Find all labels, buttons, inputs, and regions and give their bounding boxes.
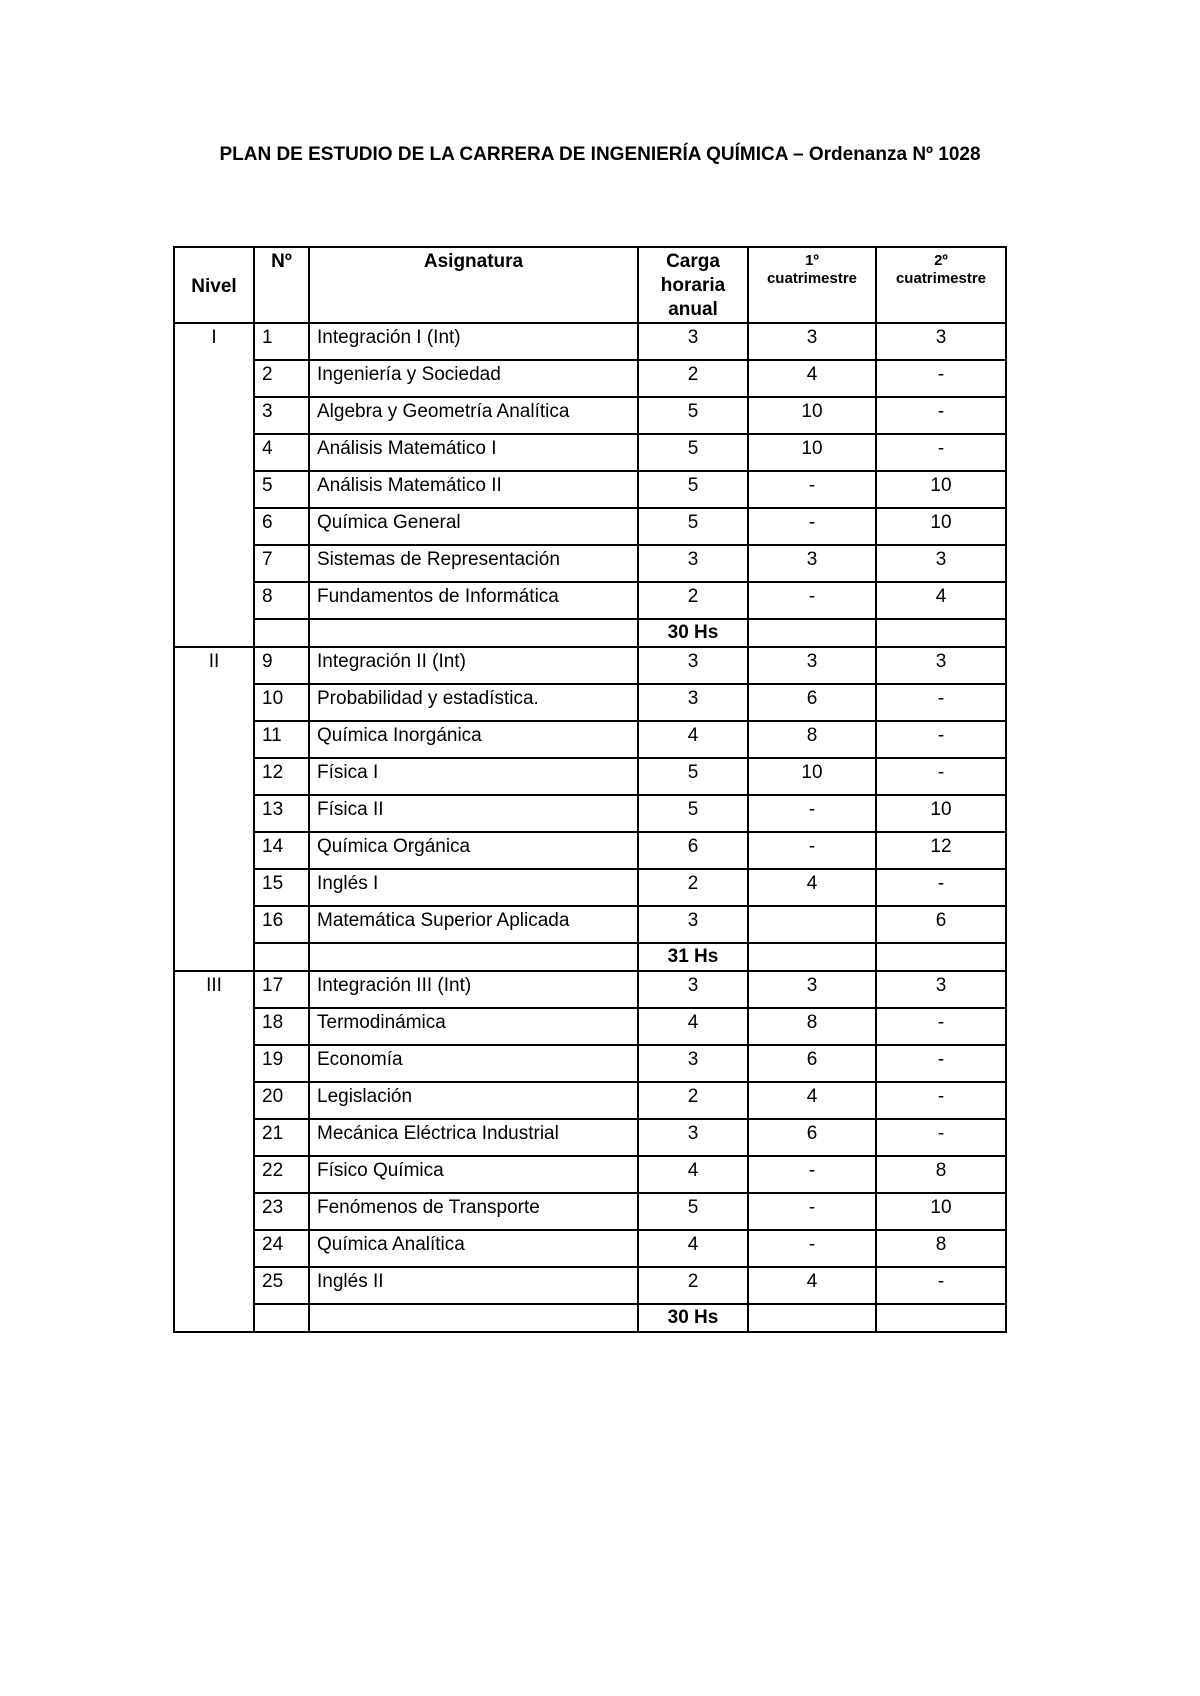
subject-q2: - [876,434,1006,471]
total-row [174,943,1006,971]
subject-name: Química Inorgánica [309,721,638,758]
subject-q1: 10 [748,434,876,471]
subject-carga: 5 [638,471,748,508]
table-row [174,360,1006,397]
table-row [174,869,1006,906]
table-row [174,647,1006,684]
subject-number: 13 [254,795,309,832]
subject-name: Fenómenos de Transporte [309,1193,638,1230]
subject-carga: 2 [638,360,748,397]
table-row [174,471,1006,508]
table-body [174,323,1006,1332]
subject-q2: 10 [876,1193,1006,1230]
subject-name: Legislación [309,1082,638,1119]
subject-carga: 5 [638,795,748,832]
subject-number: 16 [254,906,309,943]
subject-q1: - [748,1230,876,1267]
nivel-total-hours: 30 Hs [638,619,748,647]
subject-number: 3 [254,397,309,434]
subject-q2: 8 [876,1156,1006,1193]
subject-q1: - [748,582,876,619]
nivel-total-hours: 30 Hs [638,1304,748,1332]
table-row [174,1156,1006,1193]
subject-name: Economía [309,1045,638,1082]
subject-name: Física II [309,795,638,832]
header-q2-line1: 2º [934,252,948,269]
subject-number: 1 [254,323,309,360]
subject-name: Físico Química [309,1156,638,1193]
subject-name: Física I [309,758,638,795]
table-row [174,397,1006,434]
subject-q2: 4 [876,582,1006,619]
table-row [174,508,1006,545]
subject-name: Termodinámica [309,1008,638,1045]
subject-carga: 2 [638,1082,748,1119]
total-num-blank [254,1304,309,1332]
table-header-row [174,247,1006,323]
subject-q1: 8 [748,721,876,758]
subject-q1: 6 [748,1119,876,1156]
subject-q1: 10 [748,397,876,434]
subject-carga: 5 [638,758,748,795]
subject-number: 7 [254,545,309,582]
subject-carga: 5 [638,397,748,434]
subject-q2: 12 [876,832,1006,869]
header-asignatura: Asignatura [309,247,638,323]
subject-name: Algebra y Geometría Analítica [309,397,638,434]
total-row [174,619,1006,647]
subject-name: Ingeniería y Sociedad [309,360,638,397]
subject-q1: 10 [748,758,876,795]
subject-q1: - [748,832,876,869]
table-row [174,795,1006,832]
header-q1-line2: cuatrimestre [766,270,858,287]
subject-carga: 3 [638,323,748,360]
subject-number: 21 [254,1119,309,1156]
subject-name: Análisis Matemático II [309,471,638,508]
subject-number: 24 [254,1230,309,1267]
table-row [174,1119,1006,1156]
table-row [174,684,1006,721]
subject-number: 15 [254,869,309,906]
subject-q1: 6 [748,684,876,721]
subject-q1: - [748,795,876,832]
subject-q1: - [748,508,876,545]
table-row [174,906,1006,943]
subject-q2: - [876,1082,1006,1119]
subject-q1: 4 [748,869,876,906]
subject-number: 2 [254,360,309,397]
subject-q2: 6 [876,906,1006,943]
page-title: PLAN DE ESTUDIO DE LA CARRERA DE INGENIERÍA QUÍMICA – Ordenanza Nº 1028 [219,144,981,165]
subject-q1 [748,906,876,943]
header-carga-line3: anual [668,299,718,320]
subject-q2: - [876,684,1006,721]
subject-q1: - [748,1156,876,1193]
subject-carga: 4 [638,1156,748,1193]
subject-carga: 5 [638,508,748,545]
subject-name: Inglés I [309,869,638,906]
subject-name: Química Analítica [309,1230,638,1267]
table-row [174,1045,1006,1082]
subject-name: Integración I (Int) [309,323,638,360]
table-row [174,1230,1006,1267]
table-row [174,434,1006,471]
subject-number: 19 [254,1045,309,1082]
table-row [174,832,1006,869]
subject-carga: 3 [638,647,748,684]
subject-carga: 6 [638,832,748,869]
subject-carga: 2 [638,582,748,619]
table-row [174,1193,1006,1230]
subject-number: 18 [254,1008,309,1045]
subject-q2: - [876,360,1006,397]
subject-number: 14 [254,832,309,869]
subject-q1: 4 [748,1267,876,1304]
subject-number: 23 [254,1193,309,1230]
subject-carga: 3 [638,1045,748,1082]
total-row [174,1304,1006,1332]
total-q2-blank [876,619,1006,647]
subject-q2: 3 [876,545,1006,582]
subject-q2: - [876,721,1006,758]
table-row [174,582,1006,619]
table-row [174,1267,1006,1304]
subject-q1: 6 [748,1045,876,1082]
subject-q2: - [876,1119,1006,1156]
subject-number: 5 [254,471,309,508]
subject-q1: 4 [748,1082,876,1119]
header-carga-line1: Carga [666,251,720,272]
total-asig-blank [309,1304,638,1332]
subject-q1: 3 [748,545,876,582]
subject-number: 12 [254,758,309,795]
subject-name: Mecánica Eléctrica Industrial [309,1119,638,1156]
subject-q2: 10 [876,508,1006,545]
nivel-total-hours: 31 Hs [638,943,748,971]
subject-q1: 4 [748,360,876,397]
subject-number: 8 [254,582,309,619]
subject-q2: 3 [876,971,1006,1008]
subject-carga: 3 [638,545,748,582]
total-q2-blank [876,1304,1006,1332]
total-asig-blank [309,943,638,971]
total-num-blank [254,943,309,971]
subject-name: Análisis Matemático I [309,434,638,471]
table-row [174,758,1006,795]
subject-name: Matemática Superior Aplicada [309,906,638,943]
nivel-cell: III [174,971,254,1332]
subject-name: Probabilidad y estadística. [309,684,638,721]
table-row [174,721,1006,758]
subject-q2: 8 [876,1230,1006,1267]
subject-number: 10 [254,684,309,721]
subject-q2: 10 [876,795,1006,832]
subject-q2: - [876,758,1006,795]
table-row [174,971,1006,1008]
subject-q1: 3 [748,647,876,684]
subject-carga: 4 [638,1008,748,1045]
subject-name: Fundamentos de Informática [309,582,638,619]
subject-name: Inglés II [309,1267,638,1304]
subject-q2: - [876,1045,1006,1082]
header-q1-line1: 1º [805,252,819,269]
total-q1-blank [748,619,876,647]
table-row [174,323,1006,360]
subject-carga: 5 [638,1193,748,1230]
subject-number: 11 [254,721,309,758]
subject-number: 22 [254,1156,309,1193]
header-q1 [748,247,876,323]
header-carga-line2: horaria [660,275,726,296]
nivel-cell: II [174,647,254,971]
subject-q1: 8 [748,1008,876,1045]
subject-q1: 3 [748,971,876,1008]
nivel-cell: I [174,323,254,647]
subject-q2: - [876,1267,1006,1304]
table-row [174,1082,1006,1119]
subject-carga: 2 [638,869,748,906]
subject-carga: 5 [638,434,748,471]
total-num-blank [254,619,309,647]
header-nivel: Nivel [174,247,254,323]
subject-q2: - [876,1008,1006,1045]
subject-carga: 3 [638,971,748,1008]
subject-q2: - [876,869,1006,906]
subject-q1: - [748,471,876,508]
subject-carga: 3 [638,906,748,943]
subject-number: 6 [254,508,309,545]
header-numero: Nº [254,247,309,323]
header-q2-line2: cuatrimestre [895,270,987,287]
subject-carga: 4 [638,721,748,758]
subject-q2: - [876,397,1006,434]
subject-name: Sistemas de Representación [309,545,638,582]
study-plan-table [173,246,1007,1333]
subject-q2: 3 [876,647,1006,684]
subject-number: 25 [254,1267,309,1304]
header-q2 [876,247,1006,323]
subject-q1: - [748,1193,876,1230]
subject-q1: 3 [748,323,876,360]
subject-carga: 2 [638,1267,748,1304]
table-row [174,1008,1006,1045]
subject-name: Química General [309,508,638,545]
subject-number: 4 [254,434,309,471]
subject-q2: 10 [876,471,1006,508]
total-asig-blank [309,619,638,647]
subject-carga: 3 [638,684,748,721]
table-row [174,545,1006,582]
header-carga [638,247,748,323]
subject-name: Integración III (Int) [309,971,638,1008]
subject-q2: 3 [876,323,1006,360]
total-q1-blank [748,943,876,971]
subject-number: 20 [254,1082,309,1119]
subject-carga: 4 [638,1230,748,1267]
total-q2-blank [876,943,1006,971]
subject-number: 17 [254,971,309,1008]
subject-number: 9 [254,647,309,684]
subject-name: Integración II (Int) [309,647,638,684]
total-q1-blank [748,1304,876,1332]
subject-name: Química Orgánica [309,832,638,869]
subject-carga: 3 [638,1119,748,1156]
